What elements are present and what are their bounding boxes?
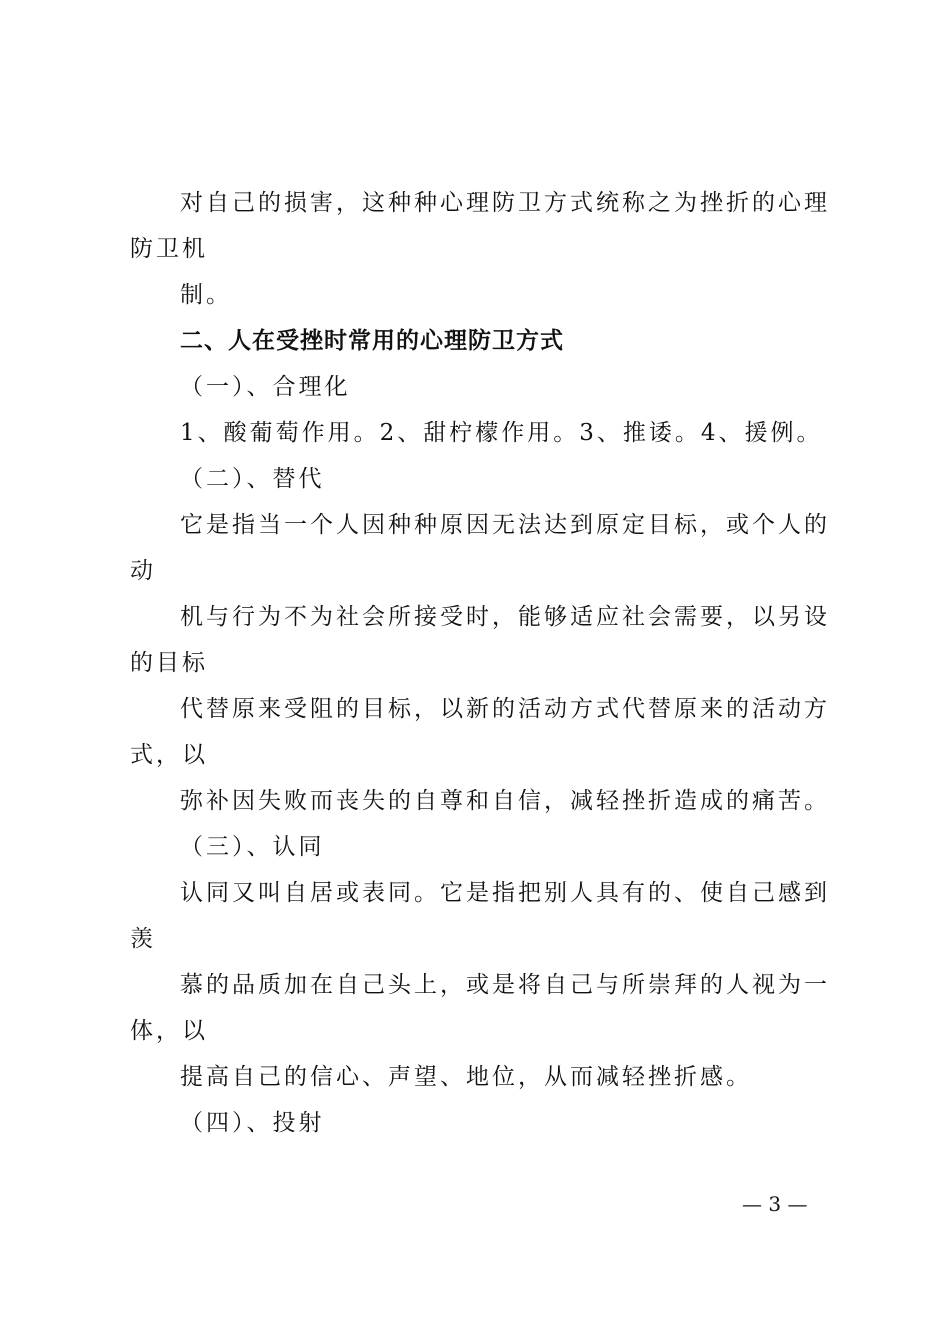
paragraph-line: 认同又叫自居或表同。它是指把别人具有的、使自己感到 — [180, 880, 830, 906]
paragraph-line: 式，以 — [130, 742, 208, 768]
paragraph-line: 慕的品质加在自己头上，或是将自己与所崇拜的人视为一 — [180, 972, 830, 998]
paragraph-line: 防卫机 — [130, 236, 208, 262]
section-heading: 二、人在受挫时常用的心理防卫方式 — [180, 328, 564, 354]
paragraph-line: 动 — [130, 558, 156, 584]
paragraph-line: 代替原来受阻的目标，以新的活动方式代替原来的活动方 — [180, 696, 830, 722]
page-number: — 3 — — [742, 1192, 808, 1216]
subsection-heading: （二）、替代 — [180, 466, 325, 492]
paragraph-line: 它是指当一个人因种种原因无法达到原定目标，或个人的 — [180, 512, 830, 538]
paragraph-line: 制。 — [180, 282, 232, 308]
paragraph-line: 对自己的损害，这种种心理防卫方式统称之为挫折的心理 — [180, 190, 830, 216]
subsection-heading: （四）、投射 — [180, 1110, 325, 1136]
paragraph-line: 机与行为不为社会所接受时，能够适应社会需要，以另设 — [180, 604, 830, 630]
paragraph-line: 的目标 — [130, 650, 208, 676]
paragraph-line: 羡 — [130, 926, 156, 952]
paragraph-line: 1、酸葡萄作用。2、甜柠檬作用。3、推诿。4、援例。 — [180, 420, 823, 446]
subsection-heading: （一）、合理化 — [180, 374, 351, 400]
paragraph-line: 体，以 — [130, 1018, 208, 1044]
paragraph-line: 弥补因失败而丧失的自尊和自信，减轻挫折造成的痛苦。 — [180, 788, 830, 814]
paragraph-line: 提高自己的信心、声望、地位，从而减轻挫折感。 — [180, 1064, 752, 1090]
subsection-heading: （三）、认同 — [180, 834, 325, 860]
